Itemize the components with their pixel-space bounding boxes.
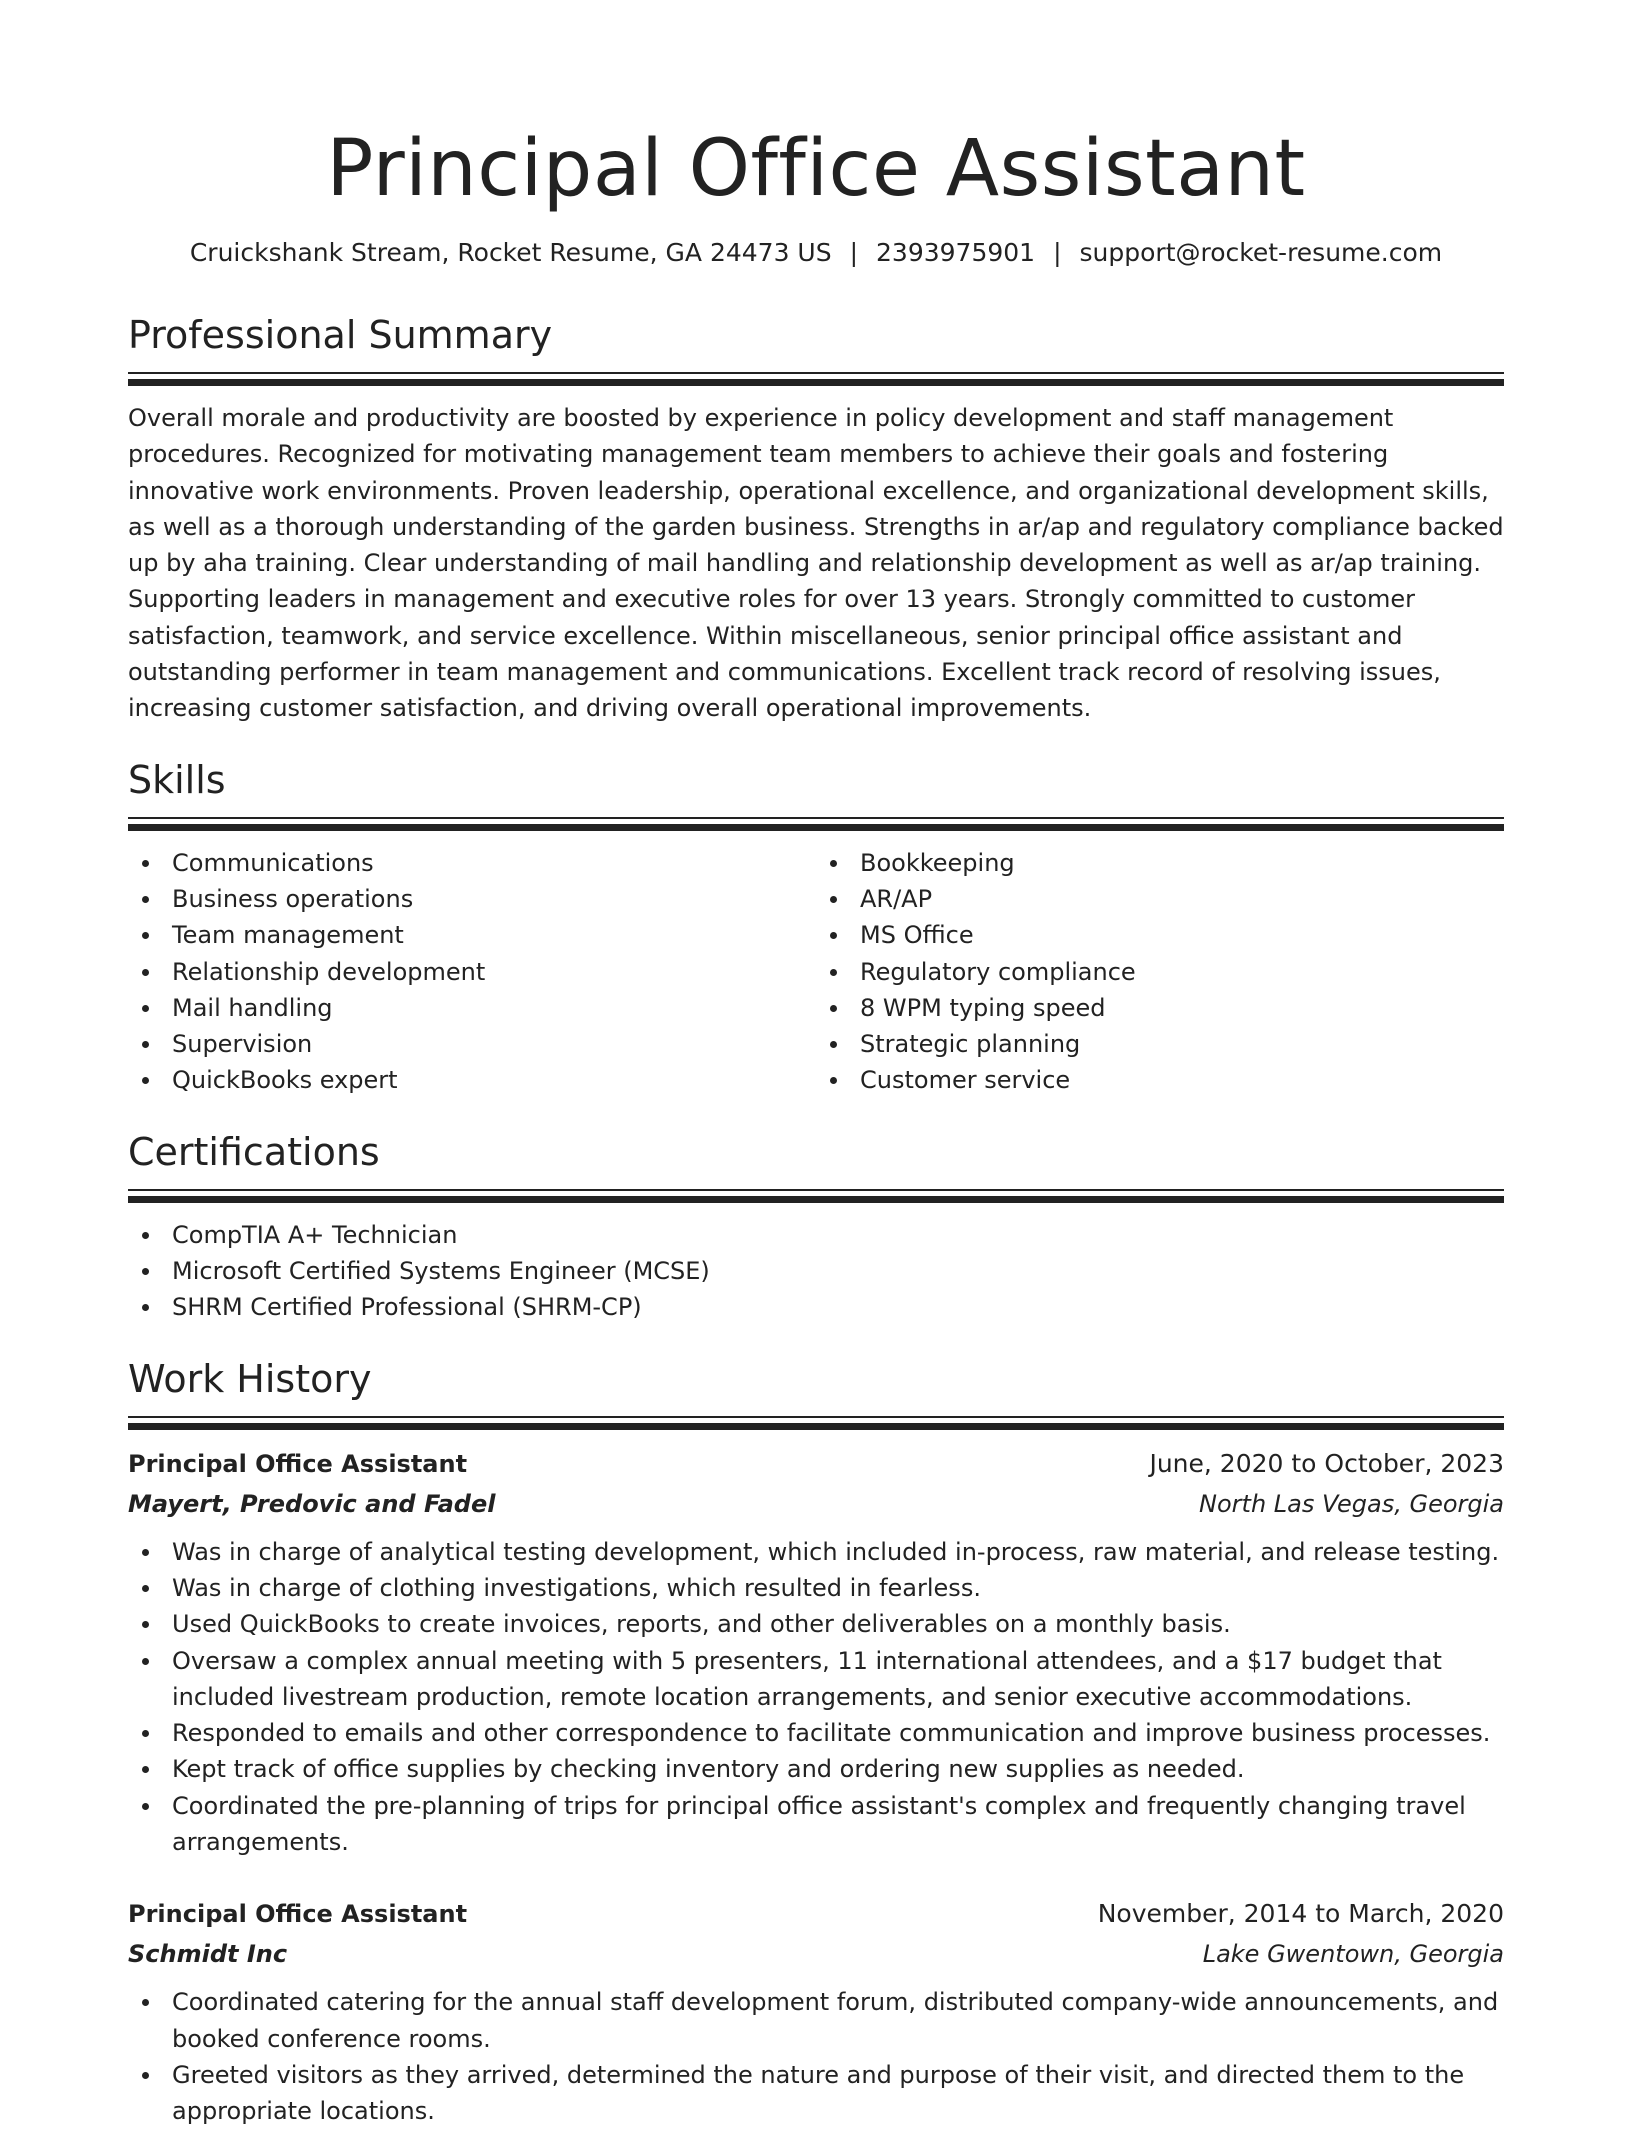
summary-text: Overall morale and productivity are boosted by experience in policy development and staff management procedures. Recognized for motivating management team members to achieve their goals and fostering innovative work environments. Proven leadership, operational excellence, and organizational development skills, as well as a thorough understanding of the garden business. Strengths in ar/ap and regulatory compliance backed up by aha training. Clear understanding of mail handling and relationship development as well as ar/ap training. Supporting leaders in management and executive roles for over 13 years. Strongly committed to customer satisfaction, teamwork, and service excellence. Within miscellaneous, senior principal office assistant and outstanding performer in team management and communications. Excellent track record of resolving issues, increasing customer satisfaction, and driving overall operational improvements. <box>128 404 1504 723</box>
job-dates: June, 2020 to October, 2023 <box>1149 1448 1504 1478</box>
skill-item: Bookkeeping <box>816 845 1504 881</box>
section-divider <box>128 1416 1504 1418</box>
job-bullets <box>128 1984 1504 2129</box>
section-divider <box>128 372 1504 374</box>
job-bullet: Was in charge of clothing investigations, which resulted in fearless. <box>128 1570 1504 1606</box>
job-bullet: Coordinated catering for the annual staff development forum, distributed company-wide announcements, and booked conference rooms. <box>128 1984 1504 2057</box>
job-bullets <box>128 1534 1504 1861</box>
job-location: North Las Vegas, Georgia <box>1199 1489 1504 1518</box>
professional-summary-section <box>128 310 1504 727</box>
job-header-row <box>128 1444 1504 1484</box>
job-title: Principal Office Assistant <box>128 1449 468 1478</box>
certification-item: Microsoft Certified Systems Engineer (MCSE) <box>128 1253 1504 1289</box>
skill-item: Relationship development <box>128 954 816 990</box>
job-location: Lake Gwentown, Georgia <box>1202 1940 1504 1969</box>
job-bullet: Oversaw a complex annual meeting with 5 presenters, 11 international attendees, and a $17 budget that included livestream production, remote location arrangements, and senior executive accommodations. <box>128 1643 1504 1716</box>
work-history-section <box>128 1354 1504 2130</box>
job-company: Schmidt Inc <box>128 1940 288 1969</box>
skill-item: Communications <box>128 845 816 881</box>
section-divider <box>128 1189 1504 1191</box>
contact-email: support@rocket-resume.com <box>1079 238 1443 267</box>
job-bullet: Responded to emails and other correspondence to facilitate communication and improve business processes. <box>128 1715 1504 1751</box>
skills-section <box>128 755 1504 1099</box>
skill-item: AR/AP <box>816 881 1504 917</box>
certifications-section <box>128 1127 1504 1326</box>
section-title: Work History <box>128 1356 372 1401</box>
job-bullet: Kept track of office supplies by checking inventory and ordering new supplies as needed. <box>128 1751 1504 1787</box>
job-company-row <box>128 1934 1504 1974</box>
skill-item: Supervision <box>128 1026 816 1062</box>
section-divider <box>128 379 1504 386</box>
skills-grid <box>128 845 1504 1099</box>
certifications-list <box>128 1217 1504 1326</box>
section-divider <box>128 1423 1504 1430</box>
skill-item: MS Office <box>816 917 1504 953</box>
job-title: Principal Office Assistant <box>128 1900 468 1929</box>
skill-item: Customer service <box>816 1062 1504 1098</box>
section-divider <box>128 824 1504 831</box>
section-title: Skills <box>128 757 226 802</box>
job-bullet: Used QuickBooks to create invoices, reports, and other deliverables on a monthly basis. <box>128 1606 1504 1642</box>
skill-item: QuickBooks expert <box>128 1062 816 1098</box>
skill-item: Team management <box>128 917 816 953</box>
job-bullet: Coordinated the pre-planning of trips for principal office assistant's complex and frequently changing travel arrangements. <box>128 1788 1504 1861</box>
skill-item: Strategic planning <box>816 1026 1504 1062</box>
candidate-name: Principal Office Assistant <box>326 124 1306 214</box>
certification-item: CompTIA A+ Technician <box>128 1217 1504 1253</box>
skill-item: Business operations <box>128 881 816 917</box>
contact-separator: | <box>1053 238 1062 267</box>
contact-address: Cruickshank Stream, Rocket Resume, GA 24473 US <box>189 238 832 267</box>
section-title: Professional Summary <box>128 313 553 357</box>
contact-line <box>128 236 1504 270</box>
contact-phone: 2393975901 <box>876 238 1036 267</box>
job-company-row <box>128 1484 1504 1524</box>
job-bullet: Was in charge of analytical testing development, which included in-process, raw material, and release testing. <box>128 1534 1504 1570</box>
certification-item: SHRM Certified Professional (SHRM-CP) <box>128 1289 1504 1325</box>
skill-item: 8 WPM typing speed <box>816 990 1504 1026</box>
skills-list-left <box>128 845 816 1099</box>
job-entry <box>128 1894 1504 2129</box>
contact-separator: | <box>849 238 859 267</box>
job-bullet: Greeted visitors as they arrived, determined the nature and purpose of their visit, and directed them to the appropriate locations. <box>128 2057 1504 2130</box>
skills-list-right <box>816 845 1504 1099</box>
job-header-row <box>128 1894 1504 1934</box>
skill-item: Mail handling <box>128 990 816 1026</box>
job-dates: November, 2014 to March, 2020 <box>1097 1899 1504 1929</box>
section-divider <box>128 817 1504 819</box>
skill-item: Regulatory compliance <box>816 954 1504 990</box>
section-title: Certifications <box>128 1129 380 1174</box>
job-company: Mayert, Predovic and Fadel <box>128 1489 496 1518</box>
job-entry <box>128 1444 1504 1861</box>
section-divider <box>128 1196 1504 1203</box>
